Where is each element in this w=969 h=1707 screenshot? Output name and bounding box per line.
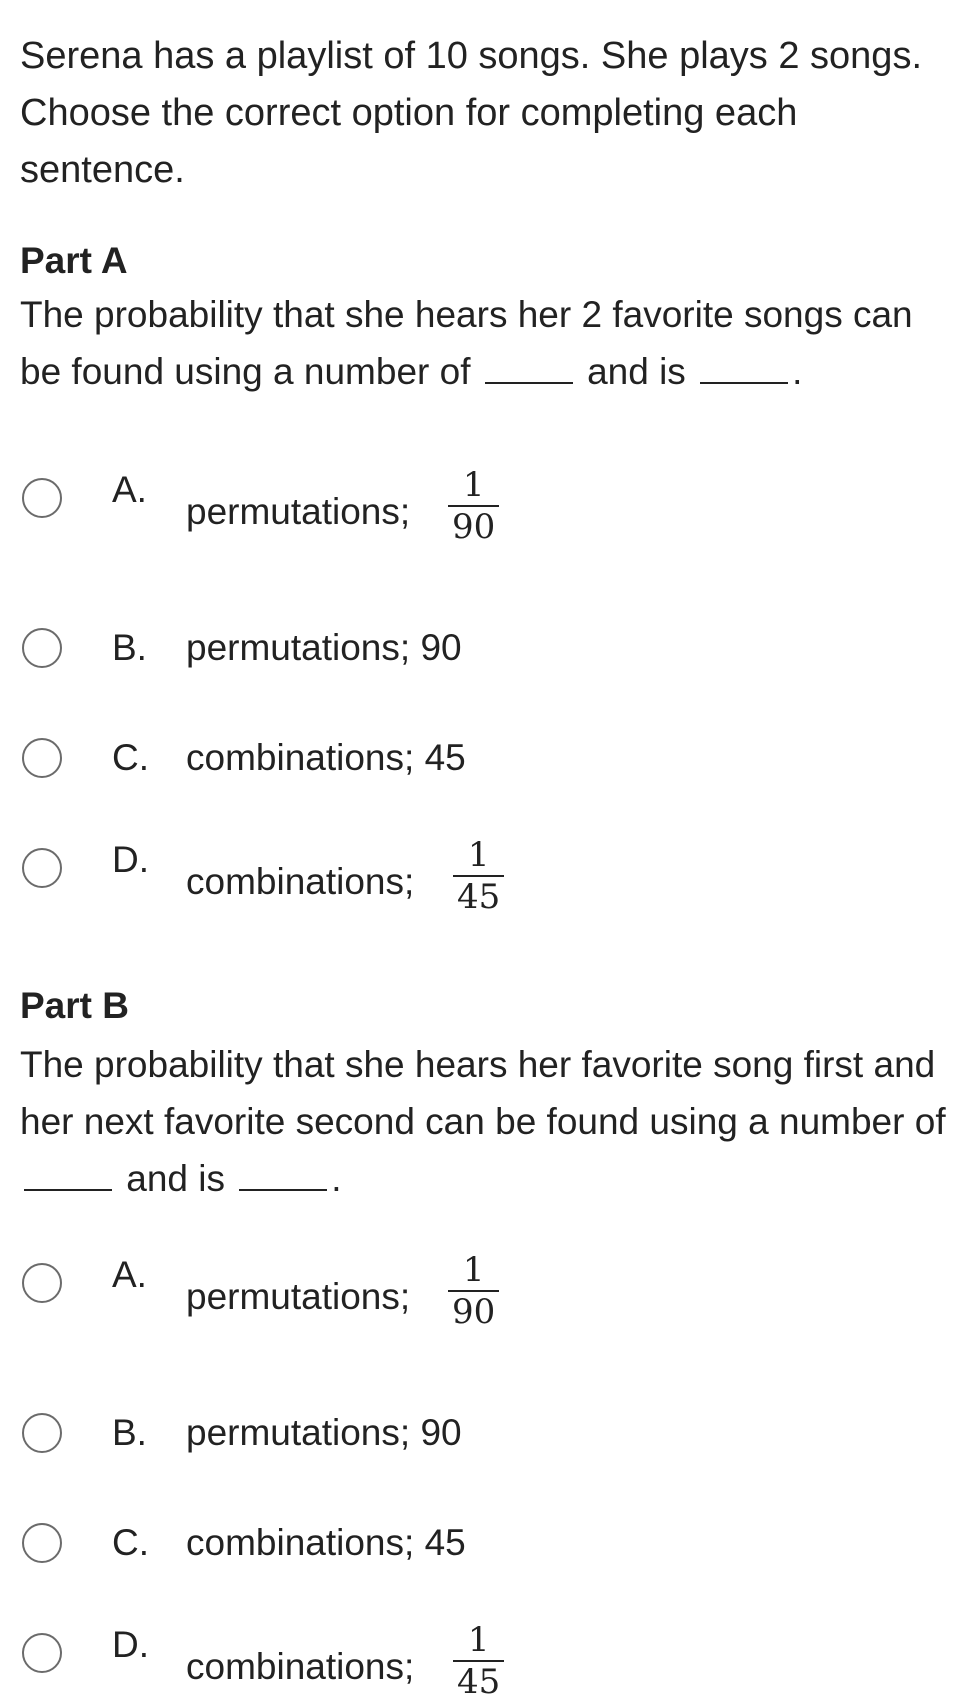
option-text: combinations; [186, 1646, 415, 1687]
radio-button[interactable] [22, 1413, 62, 1453]
fraction-numerator: 1 [462, 465, 485, 505]
radio-button[interactable] [22, 1523, 62, 1563]
fraction-denominator: 45 [457, 877, 501, 917]
part-a-option-a[interactable] [0, 465, 969, 550]
blank-1 [485, 381, 573, 384]
radio-button[interactable] [22, 1633, 62, 1673]
blank-1 [24, 1188, 112, 1191]
fraction-denominator: 45 [457, 1662, 501, 1702]
part-a-heading: Part A [20, 240, 128, 281]
part-a-question-end: . [792, 351, 803, 392]
option-letter: C. [112, 737, 149, 778]
part-b-option-b[interactable] [0, 1405, 969, 1485]
part-b-question-text: The probability that she hears her favorite song first and her next favorite second can be found using a number of [20, 1044, 946, 1142]
option-letter: D. [112, 1624, 149, 1665]
option-letter: B. [112, 1412, 147, 1453]
part-a-option-d[interactable] [0, 835, 969, 920]
option-text: permutations; [186, 491, 411, 532]
radio-button[interactable] [22, 848, 62, 888]
part-b-option-a[interactable] [0, 1250, 969, 1335]
radio-button[interactable] [22, 478, 62, 518]
part-b-question-mid: and is [126, 1158, 226, 1199]
radio-button[interactable] [22, 1263, 62, 1303]
option-letter: D. [112, 839, 149, 880]
fraction-denominator: 90 [452, 1292, 496, 1332]
option-letter: C. [112, 1522, 149, 1563]
part-a-option-c[interactable] [0, 730, 969, 810]
option-text: combinations; 45 [186, 737, 466, 778]
part-b-question-end: . [331, 1158, 342, 1199]
part-b-option-d[interactable] [0, 1620, 969, 1705]
option-text: combinations; [186, 861, 415, 902]
option-text: permutations; 90 [186, 1412, 462, 1453]
option-text: permutations; 90 [186, 627, 462, 668]
option-letter: A. [112, 1254, 147, 1295]
part-b-heading: Part B [20, 985, 129, 1026]
fraction-numerator: 1 [467, 1620, 490, 1660]
fraction-numerator: 1 [462, 1250, 485, 1290]
option-fraction [453, 836, 504, 916]
part-a-question [20, 286, 955, 400]
part-b-question [20, 1036, 955, 1207]
blank-2 [700, 381, 788, 384]
part-a-question-text: The probability that she hears her 2 favorite songs can be found using a number of [20, 294, 913, 392]
part-a-option-b[interactable] [0, 620, 969, 700]
option-fraction [453, 1621, 504, 1701]
option-text: combinations; 45 [186, 1522, 466, 1563]
radio-button[interactable] [22, 628, 62, 668]
radio-button[interactable] [22, 738, 62, 778]
fraction-numerator: 1 [467, 835, 490, 875]
option-fraction [448, 1251, 499, 1331]
question-prompt: Serena has a playlist of 10 songs. She plays 2 songs. Choose the correct option for completing each sentence. [20, 35, 922, 191]
option-letter: A. [112, 469, 147, 510]
part-b-option-c[interactable] [0, 1515, 969, 1595]
part-a-question-mid: and is [587, 351, 686, 392]
fraction-denominator: 90 [452, 507, 496, 547]
option-text: permutations; [186, 1276, 411, 1317]
blank-2 [239, 1188, 327, 1191]
option-fraction [448, 466, 499, 546]
option-letter: B. [112, 627, 147, 668]
